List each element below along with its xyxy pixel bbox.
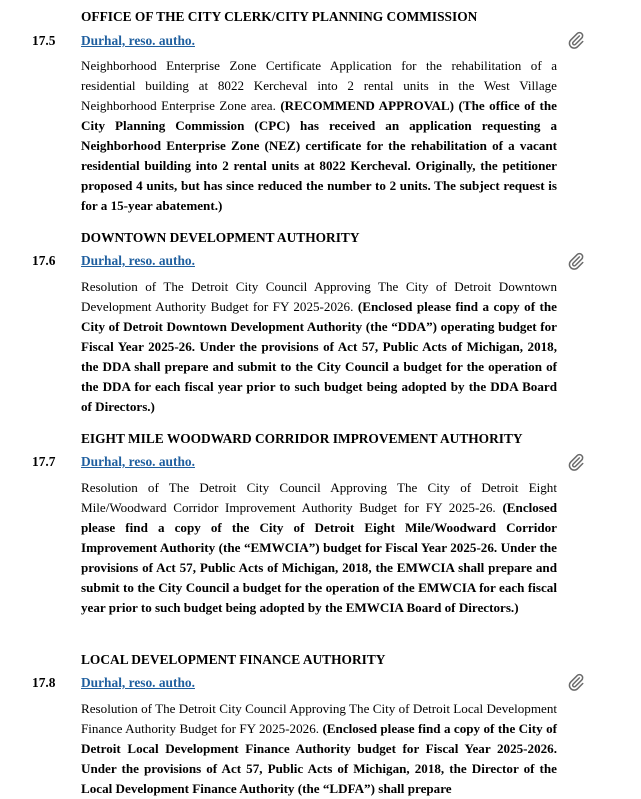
description-bold-text: (Enclosed please find a copy of the City of Detroit Eight Mile/Woodward Corridor Improvement Authority (the “EMWCIA”) budget for Fiscal Year 2025-26. Under the provisions of Act 57, Public Acts of Michigan, 2018, the EMWCIA shall prepare and submit to the City Council a budget for the operation of the EMWCIA for each fiscal year prior to such budget being adopted by the EMWCIA Board of Directors.): [81, 500, 557, 615]
description-text: Resolution of The Detroit City Council Approving The City of Detroit Eight Mile/Woodward Corridor Improvement Authority Budget for FY 2025-26.: [81, 480, 557, 515]
item-description: [81, 277, 557, 417]
section-heading: LOCAL DEVELOPMENT FINANCE AUTHORITY: [81, 652, 386, 667]
item-description: [81, 56, 557, 216]
item-description: [81, 699, 557, 799]
sponsor-resolution-link[interactable]: Durhal, reso. autho.: [81, 33, 195, 48]
description-text: Neighborhood Enterprise Zone Certificate Application for the rehabilitation of a residential building at 8022 Kercheval into 2 rental units in the West Village Neighborhood Enterprise Zone area.: [81, 58, 557, 113]
paperclip-icon[interactable]: [567, 252, 585, 270]
sponsor-resolution-link[interactable]: Durhal, reso. autho.: [81, 675, 195, 690]
section-heading: EIGHT MILE WOODWARD CORRIDOR IMPROVEMENT AUTHORITY: [81, 431, 523, 446]
section-heading: DOWNTOWN DEVELOPMENT AUTHORITY: [81, 230, 360, 245]
item-number: 17.5: [32, 33, 56, 48]
description-bold-text: (Enclosed please find a copy of the City of Detroit Local Development Finance Authority budget for Fiscal Year 2025-2026. Under the provisions of Act 57, Public Acts of Michigan, 2018, the Director of the Local Development Finance Authority (the “LDFA”) shall prepare: [81, 721, 557, 796]
section-heading: OFFICE OF THE CITY CLERK/CITY PLANNING COMMISSION: [81, 9, 478, 24]
paperclip-icon[interactable]: [567, 673, 585, 691]
item-description: [81, 478, 557, 618]
item-number: 17.8: [32, 675, 56, 690]
sponsor-resolution-link[interactable]: Durhal, reso. autho.: [81, 454, 195, 469]
paperclip-icon[interactable]: [567, 453, 585, 471]
item-number: 17.6: [32, 253, 56, 268]
description-text: Resolution of The Detroit City Council Approving The City of Detroit Local Development Finance Authority Budget for FY 2025-2026.: [81, 701, 557, 736]
description-bold-text: (Enclosed please find a copy of the City of Detroit Downtown Development Authority (the “DDA”) operating budget for Fiscal Year 2025-26. Under the provisions of Act 57, Public Acts of Michigan, 2018, the DDA shall prepare and submit to the City Council a budget for the operation of the DDA for each fiscal year prior to such budget being adopted by the DDA Board of Directors.): [81, 299, 557, 414]
description-text: Resolution of The Detroit City Council Approving The City of Detroit Downtown Development Authority Budget for FY 2025-2026.: [81, 279, 557, 314]
description-bold-text: (RECOMMEND APPROVAL) (The office of the City Planning Commission (CPC) has received an application requesting a Neighborhood Enterprise Zone (NEZ) certificate for the rehabilitation of a vacant residential building into 2 rental units at 8022 Kercheval. Originally, the petitioner proposed 4 units, but has since reduced the number to 2 units. The subject request is for a 15-year abatement.): [81, 98, 557, 213]
sponsor-resolution-link[interactable]: Durhal, reso. autho.: [81, 253, 195, 268]
item-number: 17.7: [32, 454, 56, 469]
paperclip-icon[interactable]: [567, 31, 585, 49]
